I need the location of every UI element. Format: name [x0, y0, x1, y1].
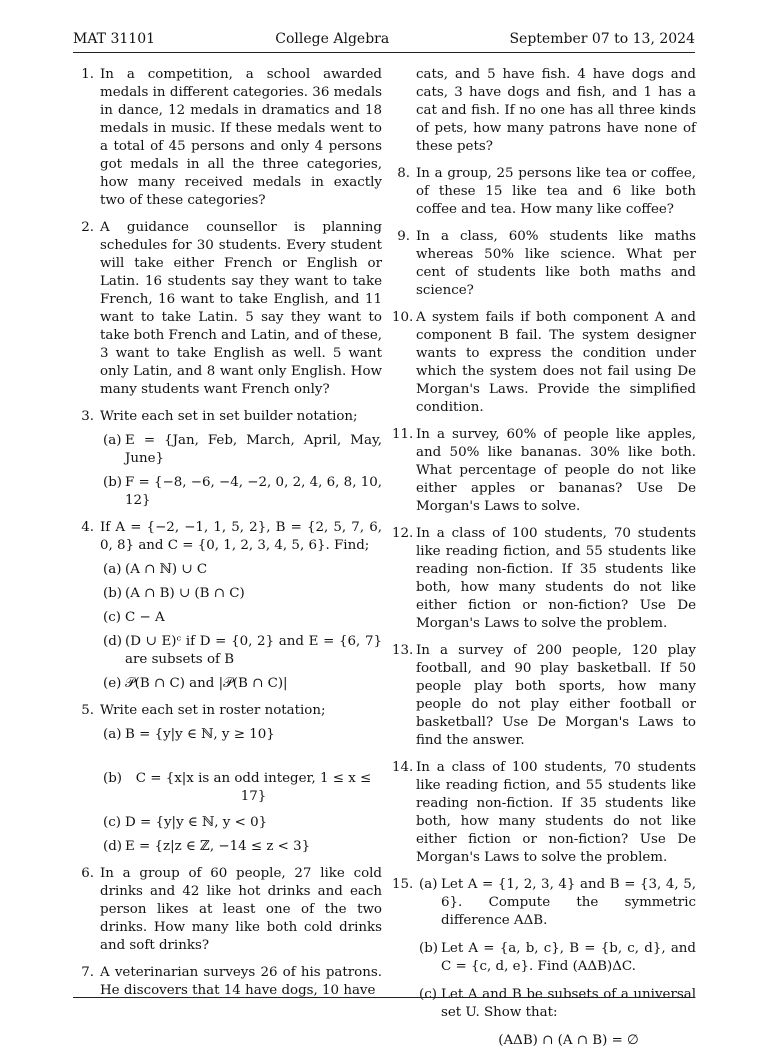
sub-item: (c) D = {y|y ∈ ℕ, y < 0}	[103, 815, 268, 830]
question-12	[392, 525, 696, 633]
question-13	[392, 642, 696, 750]
sub-item: (a) B = {y|y ∈ ℕ, y ≥ 10}	[103, 727, 275, 742]
question-number: 14.	[392, 760, 414, 775]
question-10	[392, 309, 696, 417]
question-text: Write each set in roster notation;	[100, 703, 326, 718]
question-text: In a class, 60% students like maths whereas 50% like science. What per cent of students like both maths and science?	[416, 229, 696, 298]
question-number: 2.	[81, 220, 94, 235]
question-14	[392, 759, 696, 867]
sub-item: (c) C − A	[103, 610, 165, 625]
question-number: 9.	[397, 229, 410, 244]
question-number: 4.	[81, 520, 94, 535]
sub-item: (d) (D ∪ E)ᶜ if D = {0, 2} and E = {6, 7} are subsets of B	[103, 634, 382, 667]
sub-item: (e) 𝒫(B ∩ C) and |𝒫(B ∩ C)|	[103, 676, 288, 691]
question-text: In a group of 60 people, 27 like cold drinks and 42 like hot drinks and each person likes at least one of the two drinks. How many like both cold drinks and soft drinks?	[100, 866, 382, 953]
question-3	[76, 408, 382, 510]
sub-item: (b) C = {x|x is an odd integer, 1 ≤ x ≤ 17}	[100, 770, 382, 806]
sub-item-text: E = {z|z ∈ ℤ, −14 ≤ z < 3}	[125, 839, 311, 854]
sub-item: (b) (A ∩ B) ∪ (B ∩ C)	[103, 586, 245, 601]
question-number: 12.	[392, 526, 414, 541]
sub-item: (c) Let A and B be subsets of a universal set U. Show that: (AΔB) ∩ (A ∩ B) = ∅	[419, 987, 696, 1048]
question-number: 11.	[392, 427, 414, 442]
question-text: In a class of 100 students, 70 students like reading fiction, and 55 students like reading non-fiction. If 35 students like both, how many students do not like either fiction or non-fiction? Use De Morgan's Laws to solve the problem.	[416, 526, 696, 631]
sub-item: (b) Let A = {a, b, c}, B = {b, c, d}, and C = {c, d, e}. Find (AΔB)ΔC.	[419, 941, 696, 974]
question-9	[392, 228, 696, 300]
question-number: 3.	[81, 409, 94, 424]
date-range: September 07 to 13, 2024	[509, 31, 695, 47]
question-number: 13.	[392, 643, 414, 658]
question-text: A system fails if both component A and component B fail. The system designer wants to express the condition under which the system does not fail using De Morgan's Laws. Provide the simplified condition.	[416, 310, 696, 415]
course-title: College Algebra	[275, 31, 390, 47]
sub-item-text: (D ∪ E)ᶜ if D = {0, 2} and E = {6, 7} are subsets of B	[125, 634, 382, 667]
sub-item: (a) E = {Jan, Feb, March, April, May, June}	[103, 433, 382, 466]
question-number: 10.	[392, 310, 414, 325]
question-6	[76, 865, 382, 955]
question-4	[76, 519, 382, 693]
page-header	[73, 31, 695, 51]
sub-item-text: (A ∩ ℕ) ∪ C	[125, 562, 208, 577]
sub-item-text: B = {y|y ∈ ℕ, y ≥ 10}	[125, 727, 275, 742]
question-2	[76, 219, 382, 399]
question-5	[76, 702, 382, 856]
question-number: 1.	[81, 67, 94, 82]
question-7	[76, 964, 382, 1000]
sub-item-text: C − A	[125, 610, 165, 625]
footer-rule	[73, 997, 695, 998]
question-8	[392, 165, 696, 219]
sub-item-text: Let A = {a, b, c}, B = {b, c, d}, and C = {c, d, e}. Find (AΔB)ΔC.	[441, 941, 696, 974]
display-equation: (AΔB) ∩ (A ∩ B) = ∅	[498, 1033, 639, 1048]
header-rule	[73, 52, 695, 53]
sub-item-text: 𝒫(B ∩ C) and |𝒫(B ∩ C)|	[125, 676, 288, 691]
sub-item: (a) (A ∩ ℕ) ∪ C	[103, 562, 208, 577]
question-text: In a group, 25 persons like tea or coffee, of these 15 like tea and 6 like both coffee and tea. How many like coffee?	[416, 166, 696, 217]
question-11	[392, 426, 696, 516]
sub-item-text: D = {y|y ∈ ℕ, y < 0}	[125, 815, 268, 830]
sub-item-text: (A ∩ B) ∪ (B ∩ C)	[125, 586, 245, 601]
sub-item-text: E = {Jan, Feb, March, April, May, June}	[125, 433, 382, 466]
question-text: Write each set in set builder notation;	[100, 409, 358, 424]
sub-item: (a) Let A = {1, 2, 3, 4} and B = {3, 4, 5, 6}. Compute the symmetric difference AΔB.	[419, 877, 696, 928]
sub-item-text: Let A and B be subsets of a universal set U. Show that:	[441, 987, 696, 1020]
left-column	[76, 66, 382, 1009]
course-code: MAT 31101	[73, 31, 156, 47]
sub-item: (b) F = {−8, −6, −4, −2, 0, 2, 4, 6, 8, 10, 12}	[103, 475, 383, 508]
question-number: 5.	[81, 703, 94, 718]
sub-item-text: F = {−8, −6, −4, −2, 0, 2, 4, 6, 8, 10, 12}	[125, 475, 383, 508]
right-column	[392, 66, 696, 1059]
question-number: 8.	[397, 166, 410, 181]
question-text: A veterinarian surveys 26 of his patrons. He discovers that 14 have dogs, 10 have	[100, 965, 382, 998]
question-7-continued	[392, 66, 696, 156]
sub-item: (d) E = {z|z ∈ ℤ, −14 ≤ z < 3}	[103, 839, 311, 854]
question-text: In a class of 100 students, 70 students like reading fiction, and 55 students like reading non-fiction. If 35 students like both, how many students do not like either fiction or non-fiction? Use De Morgan's Laws to solve the problem.	[416, 760, 696, 865]
question-text: cats, and 5 have fish. 4 have dogs and cats, 3 have dogs and fish, and 1 has a cat and fish. If no one has all three kinds of pets, how many patrons have none of these pets?	[416, 67, 696, 154]
question-text: If A = {−2, −1, 1, 5, 2}, B = {2, 5, 7, 6, 0, 8} and C = {0, 1, 2, 3, 4, 5, 6}. Find;	[100, 520, 382, 553]
sub-item-text: Let A = {1, 2, 3, 4} and B = {3, 4, 5, 6}. Compute the symmetric difference AΔB.	[441, 877, 696, 928]
question-number: 7.	[81, 965, 94, 980]
sub-item-text: C = {x|x is an odd integer, 1 ≤ x ≤ 17}	[135, 771, 372, 804]
question-text: In a survey, 60% of people like apples, and 50% like bananas. 30% like both. What percentage of people do not like either apples or bananas? Use De Morgan's Laws to solve.	[416, 427, 696, 514]
question-text: In a competition, a school awarded medals in different categories. 36 medals in dance, 12 medals in dramatics and 18 medals in music. If these medals went to a total of 45 persons and only 4 persons got medals in all the three categories, how many received medals in exactly two of these categories?	[100, 67, 382, 208]
question-number: 15.	[392, 877, 414, 892]
question-text: A guidance counsellor is planning schedules for 30 students. Every student will take either French or English or Latin. 16 students say they want to take French, 16 want to take English, and 11 want to take Latin. 5 say they want to take both French and Latin, and of these, 3 want to take English as well. 5 want only Latin, and 8 want only English. How many students want French only?	[100, 220, 382, 397]
question-1	[76, 66, 382, 210]
question-number: 6.	[81, 866, 94, 881]
question-text: In a survey of 200 people, 120 play football, and 90 play basketball. If 50 people play both sports, how many people do not play either football or basketball? Use De Morgan's Laws to find the answer.	[416, 643, 696, 748]
